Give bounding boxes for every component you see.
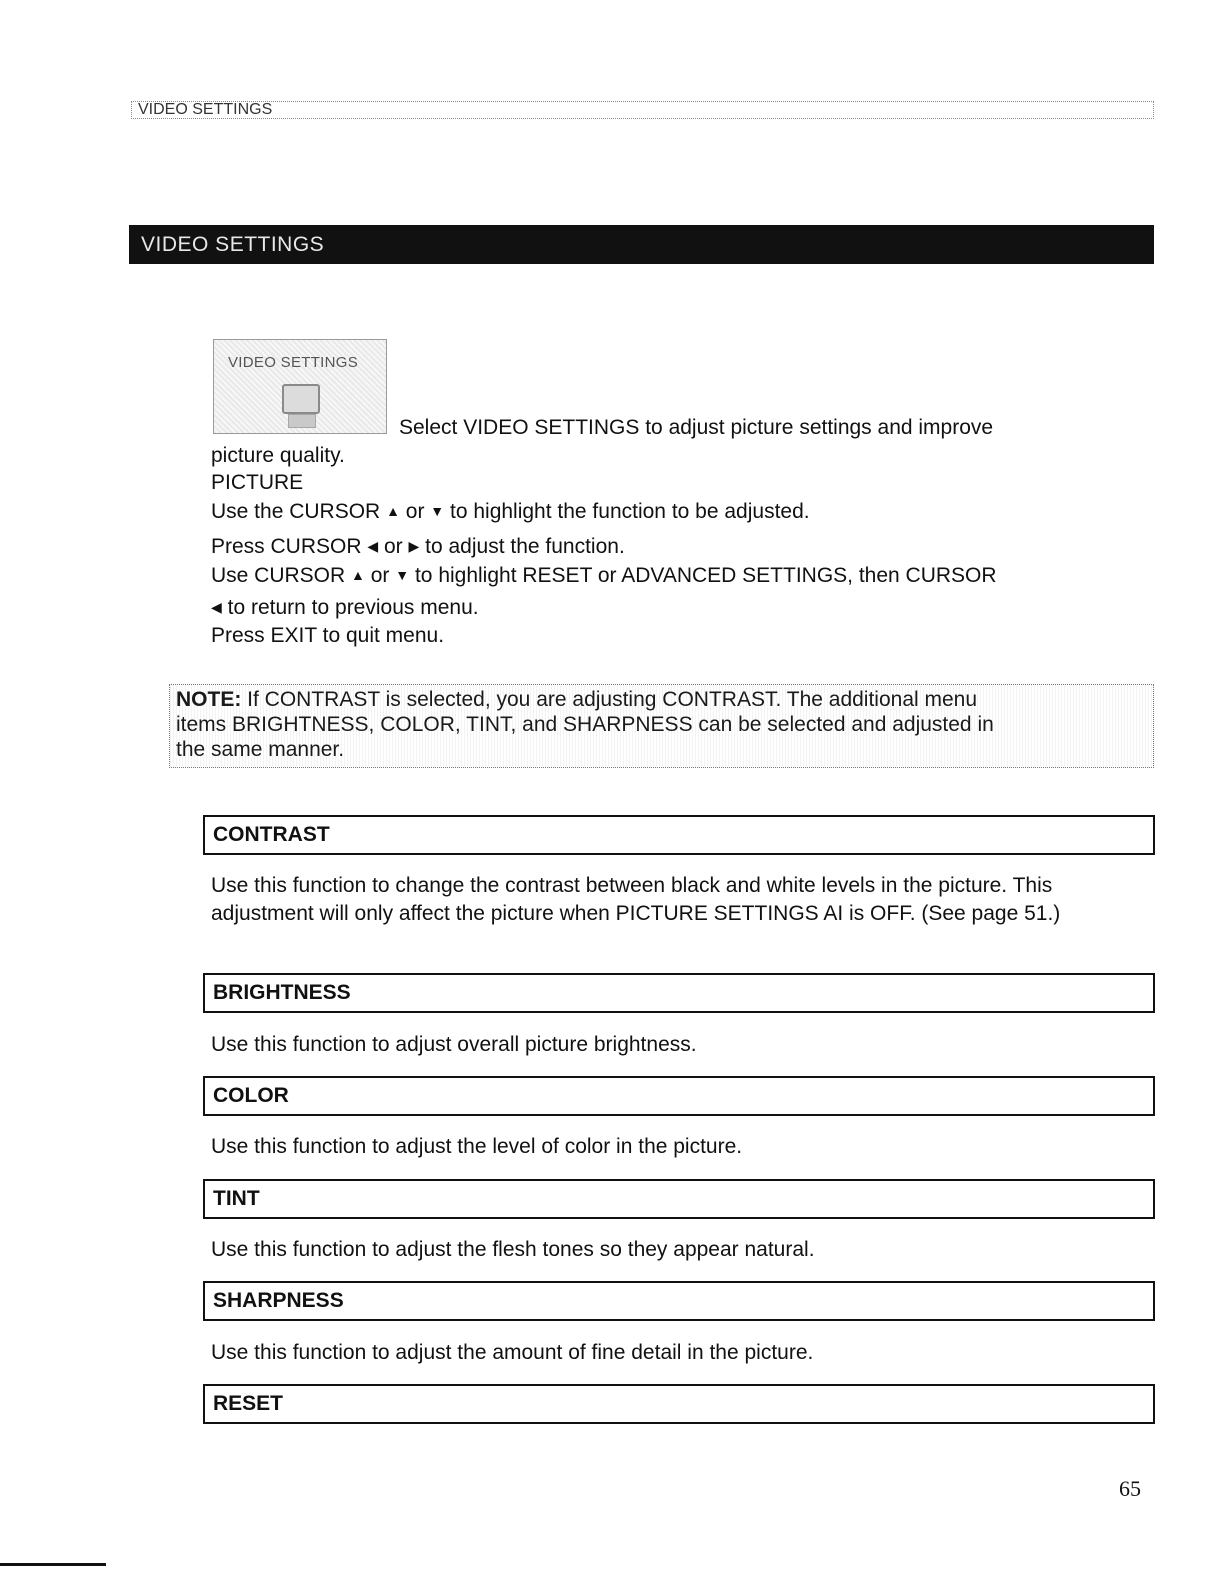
function-heading-tint: TINT	[203, 1179, 1155, 1219]
function-heading-reset: RESET	[203, 1384, 1155, 1424]
monitor-stand	[288, 414, 316, 428]
cursor-left-icon: ◀	[211, 599, 222, 615]
page-number: 65	[1119, 1476, 1141, 1501]
function-heading-color: COLOR	[203, 1076, 1155, 1116]
instruction-text: to adjust the function.	[425, 535, 625, 558]
instruction-text: Press CURSOR	[211, 535, 362, 558]
function-desc-contrast: Use this function to change the contrast between black and white levels in the picture. This adjustment will only affect the picture when PICTURE SETTINGS AI is OFF. (See page 51.)	[211, 874, 1061, 925]
instruction-text: to highlight RESET or ADVANCED SETTINGS, then CURSOR	[414, 564, 997, 587]
instruction-text: or	[370, 564, 390, 587]
intro-line-1: Select VIDEO SETTINGS to adjust picture settings and improve	[399, 416, 994, 439]
function-desc-sharpness: Use this function to adjust the amount of fine detail in the picture.	[211, 1341, 814, 1364]
function-heading-contrast: CONTRAST	[203, 815, 1155, 855]
instruction-line-3	[211, 563, 997, 588]
cursor-right-icon: ▶	[408, 538, 420, 554]
instruction-line-1	[211, 499, 810, 524]
instruction-text: Use CURSOR	[211, 564, 346, 587]
picture-heading: PICTURE	[211, 471, 304, 494]
function-desc-color: Use this function to adjust the level of color in the picture.	[211, 1135, 743, 1158]
note-text: If CONTRAST is selected, you are adjusting CONTRAST. The additional menu	[241, 688, 978, 711]
cursor-left-icon: ◀	[367, 538, 379, 554]
note-line-2: items BRIGHTNESS, COLOR, TINT, and SHARPNESS can be selected and adjusted in	[176, 713, 994, 736]
function-heading-sharpness: SHARPNESS	[203, 1281, 1155, 1321]
monitor-icon	[282, 384, 320, 414]
note-line-3: the same manner.	[176, 738, 345, 761]
cursor-down-icon: ▼	[430, 503, 445, 519]
scan-edge-mark	[0, 1563, 106, 1566]
instruction-text: or	[405, 500, 425, 523]
cursor-up-icon: ▲	[351, 567, 365, 583]
function-desc-tint: Use this function to adjust the flesh tones so they appear natural.	[211, 1238, 815, 1261]
instruction-text: Use the CURSOR	[211, 500, 381, 523]
menu-icon-title: VIDEO SETTINGS	[228, 354, 359, 371]
function-desc-brightness: Use this function to adjust overall picture brightness.	[211, 1033, 697, 1056]
note-line-1	[176, 687, 1153, 712]
instruction-line-2	[211, 534, 625, 559]
cursor-up-icon: ▲	[386, 503, 400, 519]
instruction-line-4	[211, 595, 479, 620]
cursor-down-icon: ▼	[395, 567, 410, 583]
intro-line-2: picture quality.	[211, 444, 345, 467]
video-settings-menu-icon	[213, 339, 387, 434]
note-box	[169, 684, 1154, 768]
instruction-text: to highlight the function to be adjusted.	[450, 500, 810, 523]
instruction-line-5: Press EXIT to quit menu.	[211, 624, 445, 647]
instruction-text: to return to previous menu.	[227, 596, 479, 619]
instruction-text: or	[384, 535, 403, 558]
running-header: VIDEO SETTINGS	[131, 101, 1154, 119]
function-heading-brightness: BRIGHTNESS	[203, 973, 1155, 1013]
note-label: NOTE:	[176, 688, 242, 711]
section-title-bar: VIDEO SETTINGS	[129, 225, 1154, 264]
